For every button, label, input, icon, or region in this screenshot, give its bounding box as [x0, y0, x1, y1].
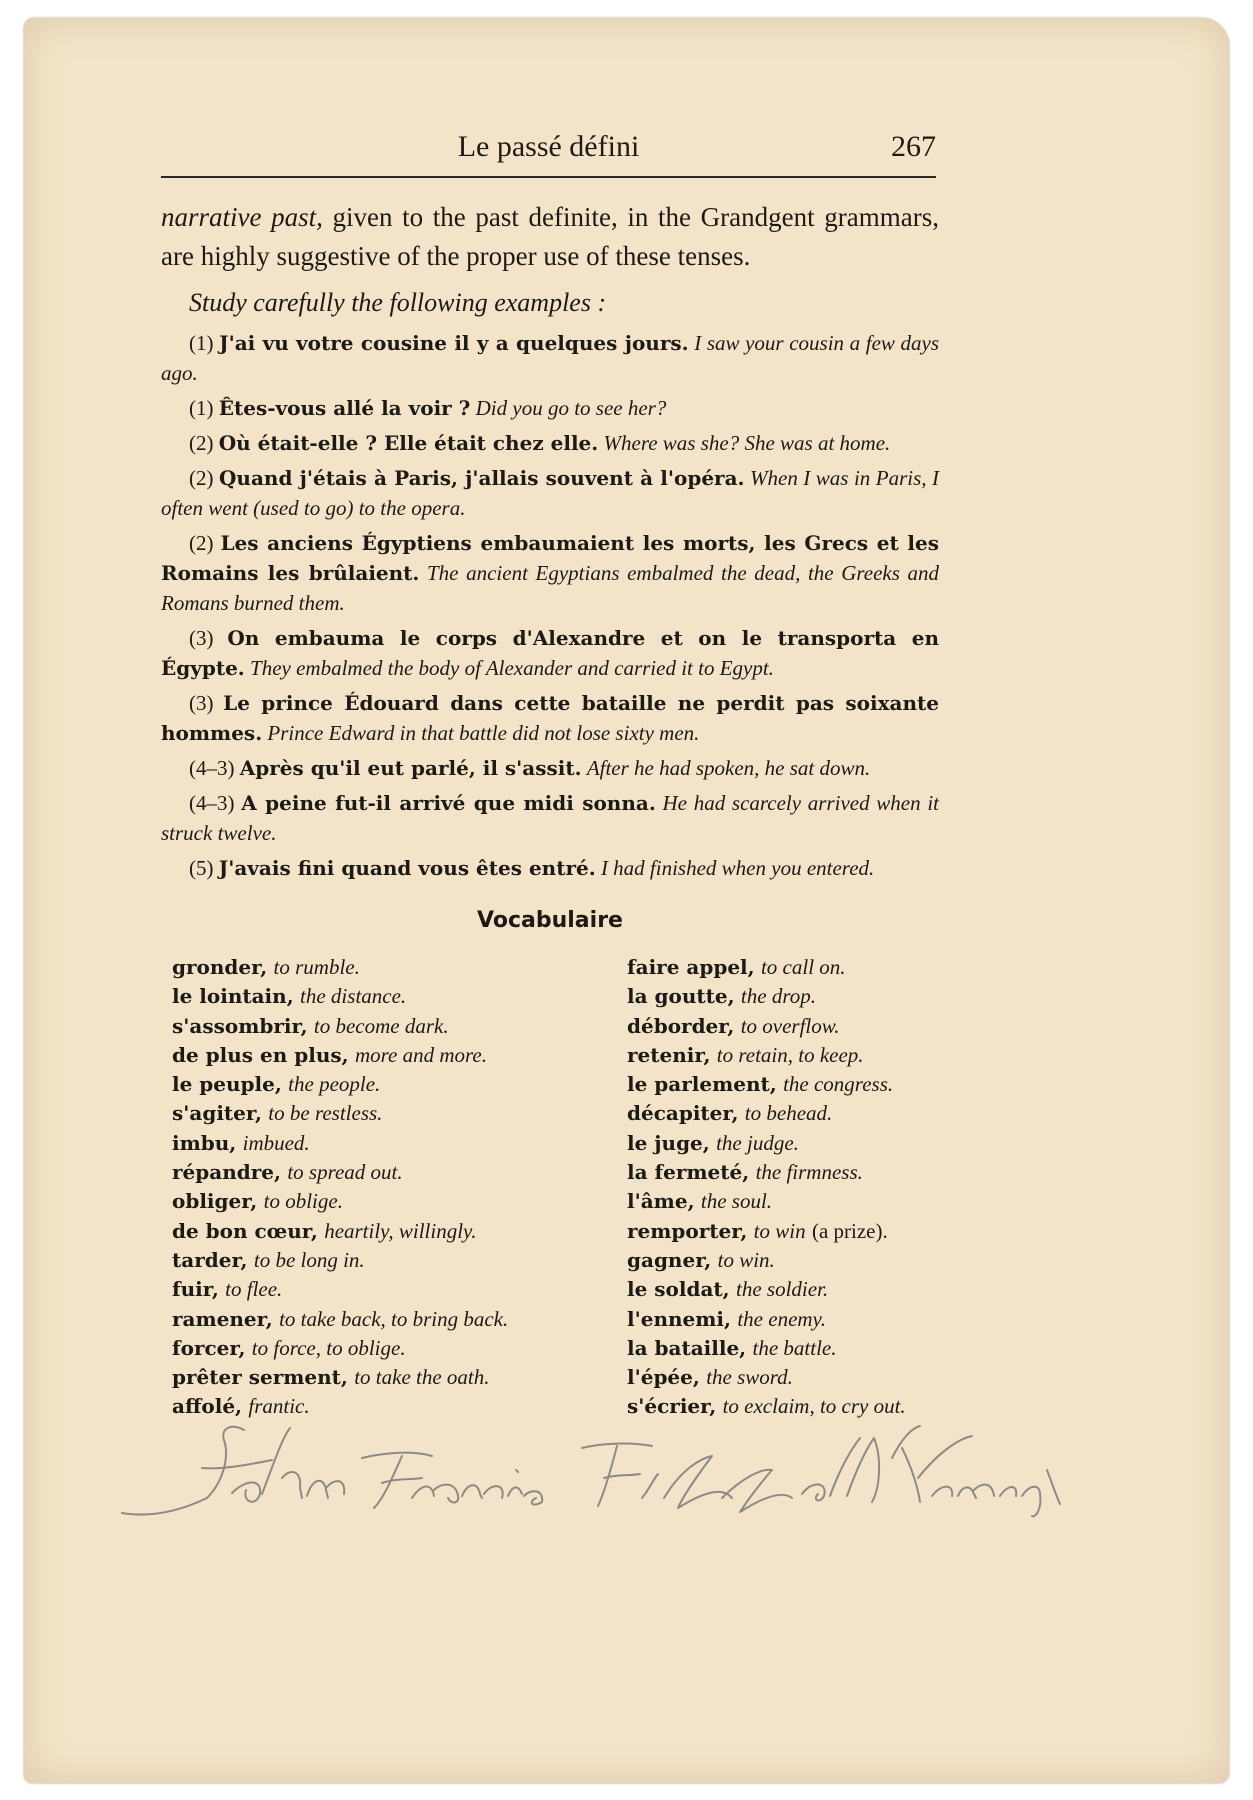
example-english: The ancient Egyptians embalmed the dead, the Greeks and Romans burned them. [161, 561, 940, 615]
vocab-word: s'écrier, [627, 1394, 717, 1419]
vocab-meaning: to take back, to bring back. [279, 1306, 509, 1331]
vocab-meaning: to force, to oblige. [251, 1335, 406, 1360]
vocab-item [627, 1070, 957, 1099]
vocabulary-title: Vocabulaire [477, 908, 623, 933]
vocab-word: la fermeté, [627, 1160, 750, 1185]
example-french: Quand j'étais à Paris, j'allais souvent à l'opéra. [218, 466, 745, 490]
vocab-word: l'épée, [627, 1365, 700, 1390]
vocab-meaning: the soul. [700, 1189, 773, 1214]
vocab-meaning: to retain, to keep. [716, 1042, 864, 1067]
example-number: (3) [189, 626, 214, 650]
example-item [161, 463, 939, 523]
vocab-meaning: to take the oath. [354, 1365, 490, 1390]
vocab-word: de plus en plus, [172, 1042, 349, 1067]
example-number: (4–3) [189, 791, 235, 815]
example-number: (2) [189, 431, 214, 455]
vocabulary-right-column [627, 953, 957, 1422]
main-text [161, 198, 939, 888]
example-item [161, 623, 939, 683]
vocab-item [627, 1217, 957, 1246]
vocab-item [172, 1099, 592, 1128]
vocab-meaning: to flee. [225, 1277, 283, 1302]
vocab-meaning: the battle. [752, 1335, 837, 1360]
vocab-item [627, 1158, 957, 1187]
vocab-item [627, 1363, 957, 1392]
vocab-item [172, 1041, 592, 1070]
vocab-word: forcer, [172, 1335, 246, 1360]
example-english: After he had spoken, he sat down. [586, 756, 871, 780]
example-english: When I was in Paris, I often went (used to go) to the opera. [161, 466, 939, 520]
vocab-meaning: to rumble. [273, 955, 360, 979]
example-english: I saw your cousin a few days ago. [161, 331, 939, 385]
vocab-word: déborder, [627, 1013, 735, 1038]
vocab-meaning: the congress. [783, 1072, 894, 1097]
example-french: Après qu'il eut parlé, il s'assit. [239, 756, 582, 780]
vocab-item [627, 1099, 957, 1128]
vocab-meaning: the judge. [716, 1130, 799, 1155]
example-english: Where was she? She was at home. [603, 431, 891, 455]
vocab-note: (a prize). [811, 1218, 888, 1243]
vocab-meaning: to call on. [760, 955, 846, 979]
vocab-word: tarder, [172, 1247, 248, 1272]
vocab-meaning: to win. [717, 1247, 775, 1272]
vocab-item [172, 982, 592, 1011]
vocab-meaning: the sword. [706, 1365, 793, 1390]
example-french: On embauma le corps d'Alexandre et on le transporta en Égypte. [161, 626, 940, 680]
vocab-word: s'agiter, [172, 1101, 262, 1126]
vocab-item [172, 1305, 592, 1334]
vocab-item [172, 1217, 592, 1246]
vocab-item [172, 1129, 592, 1158]
vocab-meaning: to win [753, 1218, 806, 1243]
example-item [161, 853, 939, 883]
example-number: (5) [189, 856, 214, 880]
vocab-word: retenir, [627, 1042, 711, 1067]
vocab-word: s'assombrir, [172, 1013, 308, 1038]
vocab-item [627, 1246, 957, 1275]
vocab-item [627, 953, 957, 982]
example-french: Les anciens Égyptiens embaumaient les morts, les Grecs et les Romains les brûlaient. [161, 531, 940, 585]
vocab-meaning: to be restless. [268, 1101, 383, 1126]
vocab-word: décapiter, [627, 1101, 739, 1126]
vocab-word: faire appel, [627, 955, 755, 979]
intro-text: given to the past definite, in the Grandgent grammars, are highly suggestive of the proper use of these tenses. [161, 202, 939, 271]
vocab-word: l'ennemi, [627, 1306, 731, 1331]
running-header [161, 128, 936, 178]
vocab-item [627, 1041, 957, 1070]
example-item [161, 428, 939, 458]
vocab-word: gronder, [172, 955, 268, 979]
example-french: J'ai vu votre cousine il y a quelques jours. [219, 331, 689, 355]
vocab-word: imbu, [172, 1130, 237, 1155]
book-page [24, 18, 1229, 1783]
example-english: I had finished when you entered. [600, 856, 875, 880]
example-french: A peine fut-il arrivé que midi sonna. [241, 791, 656, 815]
vocab-word: la goutte, [627, 984, 735, 1009]
vocab-meaning: to oblige. [263, 1189, 343, 1214]
example-french: Où était-elle ? Elle était chez elle. [218, 431, 599, 455]
example-english: He had scarcely arrived when it struck twelve. [161, 791, 939, 845]
example-number: (2) [189, 466, 214, 490]
example-number: (1) [189, 331, 214, 355]
vocab-word: fuir, [172, 1277, 219, 1302]
vocab-meaning: to behead. [744, 1101, 833, 1126]
vocab-word: gagner, [627, 1247, 712, 1272]
example-number: (2) [189, 531, 214, 555]
page-number: 267 [891, 130, 936, 163]
example-item [161, 753, 939, 783]
vocab-meaning: more and more. [354, 1042, 487, 1067]
study-heading: Study carefully the following examples : [189, 288, 607, 317]
examples-list [161, 328, 939, 883]
intro-italic-lead: narrative past, [161, 202, 323, 232]
vocab-word: affolé, [172, 1394, 242, 1419]
vocab-word: prêter serment, [172, 1365, 348, 1390]
vocab-word: le peuple, [172, 1072, 282, 1097]
example-item [161, 528, 939, 618]
vocab-meaning: imbued. [242, 1130, 310, 1155]
example-french: J'avais fini quand vous êtes entré. [218, 856, 596, 880]
vocab-item [627, 1334, 957, 1363]
vocab-word: remporter, [627, 1218, 748, 1243]
vocab-item [172, 1012, 592, 1041]
vocab-item [627, 1275, 957, 1304]
chapter-title: Le passé défini [457, 130, 640, 163]
vocab-item [627, 1012, 957, 1041]
vocab-word: le soldat, [627, 1277, 730, 1302]
vocab-word: obliger, [172, 1189, 258, 1214]
example-number: (4–3) [189, 756, 235, 780]
vocab-meaning: the drop. [740, 984, 816, 1009]
vocab-meaning: heartily, willingly. [324, 1218, 477, 1243]
vocab-meaning: to spread out. [287, 1160, 403, 1185]
vocab-meaning: the firmness. [755, 1160, 863, 1185]
vocab-item [172, 1363, 592, 1392]
vocab-item [627, 1305, 957, 1334]
vocabulary-left-column [172, 953, 592, 1422]
vocab-word: le parlement, [627, 1072, 777, 1097]
vocab-meaning: the distance. [300, 984, 407, 1009]
vocab-meaning: to overflow. [740, 1013, 840, 1038]
vocab-item [172, 1246, 592, 1275]
handwritten-signature [112, 1398, 1072, 1528]
example-english: Prince Edward in that battle did not lose sixty men. [267, 721, 700, 745]
vocab-item [172, 1187, 592, 1216]
vocab-meaning: the enemy. [737, 1306, 826, 1331]
vocab-meaning: the soldier. [736, 1277, 829, 1302]
example-item [161, 788, 939, 848]
example-item [161, 688, 939, 748]
vocab-meaning: frantic. [248, 1394, 310, 1419]
example-french: Êtes-vous allé la voir ? [218, 396, 471, 420]
vocab-item [627, 1129, 957, 1158]
vocab-item [627, 982, 957, 1011]
example-number: (3) [189, 691, 214, 715]
example-item [161, 328, 939, 388]
example-french: Le prince Édouard dans cette bataille ne perdit pas soixante hommes. [161, 691, 940, 745]
vocab-item [172, 1070, 592, 1099]
vocab-word: le lointain, [172, 984, 294, 1009]
vocab-item [627, 1187, 957, 1216]
vocab-item [172, 1275, 592, 1304]
vocab-word: ramener, [172, 1306, 273, 1331]
example-english: They embalmed the body of Alexander and carried it to Egypt. [250, 656, 774, 680]
vocab-item [172, 953, 592, 982]
example-english: Did you go to see her? [475, 396, 667, 420]
vocab-word: la bataille, [627, 1335, 747, 1360]
vocab-meaning: the people. [288, 1072, 381, 1097]
vocab-item [172, 1334, 592, 1363]
vocab-meaning: to exclaim, to cry out. [722, 1394, 906, 1419]
intro-paragraph [161, 198, 939, 276]
vocab-word: le juge, [627, 1130, 710, 1155]
vocab-meaning: to be long in. [253, 1247, 365, 1272]
vocab-meaning: to become dark. [313, 1013, 449, 1038]
example-number: (1) [189, 396, 214, 420]
vocab-word: de bon cœur, [172, 1218, 318, 1243]
vocab-item [172, 1158, 592, 1187]
example-item [161, 393, 939, 423]
vocab-word: l'âme, [627, 1189, 695, 1214]
vocab-word: répandre, [172, 1160, 281, 1185]
